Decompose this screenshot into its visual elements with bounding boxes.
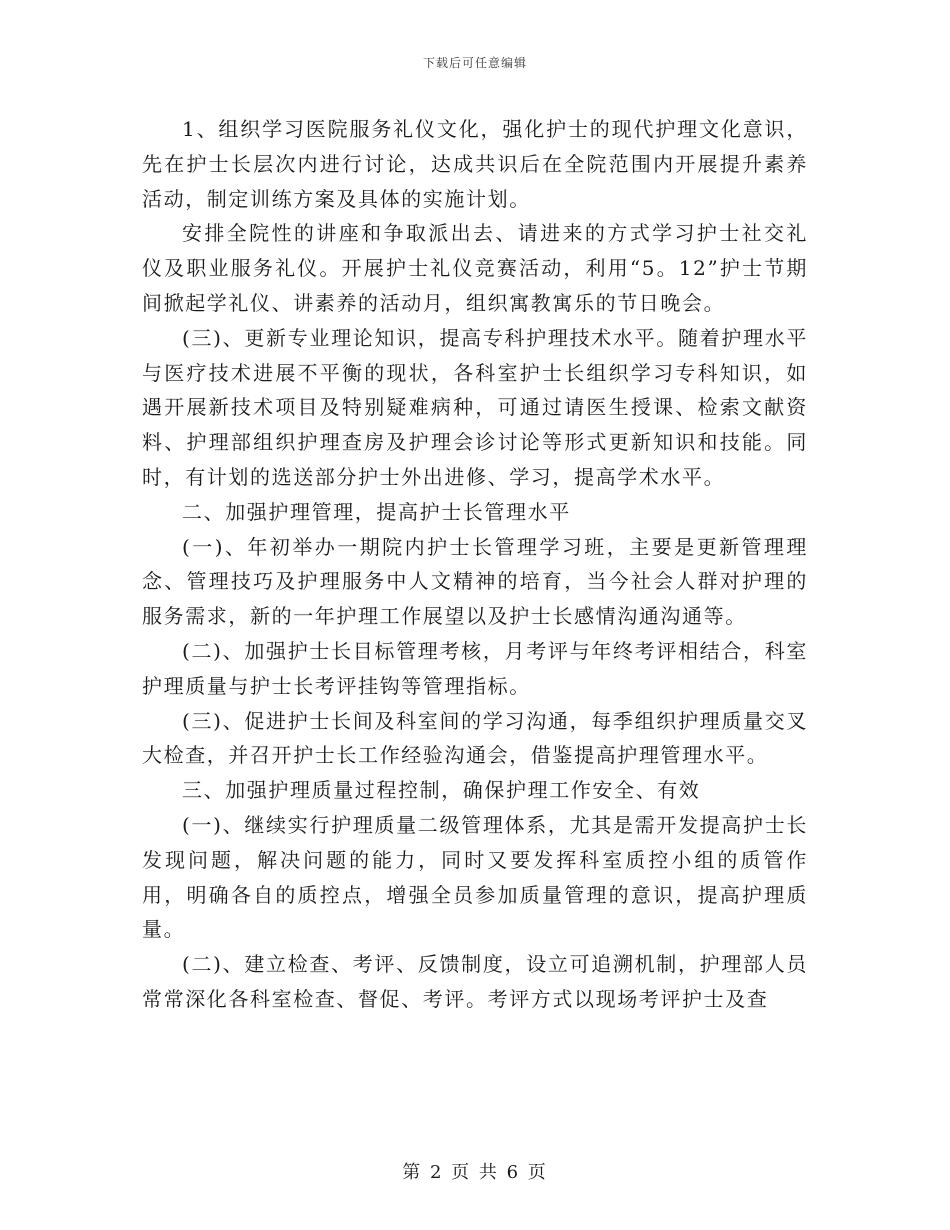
page-number-footer: 第 2 页 共 6 页: [402, 1162, 548, 1183]
paragraph: (三)、更新专业理论知识，提高专科护理技术水平。随着护理水平与医疗技术进展不平衡的现状，各科室护士长组织学习专科知识，如遇开展新技术项目及特别疑难病种，可通过请医生授课、检索文献资料、护理部组织护理查房及护理会诊讨论等形式更新知识和技能。同时，有计划的选送部分护士外出进修、学习，提高学术水平。: [142, 325, 808, 489]
section-heading: 二、加强护理管理，提高护士长管理水平: [182, 499, 571, 524]
paragraph: (一)、继续实行护理质量二级管理体系，尤其是需开发提高护士长发现问题，解决问题的能力，同时又要发挥科室质控小组的质管作用，明确各自的质控点，增强全员参加质量管理的意识，提高护理质量。: [142, 812, 808, 942]
paragraph: (三)、促进护士长间及科室间的学习沟通，每季组织护理质量交叉大检查，并召开护士长工作经验沟通会，借鉴提高护理管理水平。: [142, 708, 808, 768]
paragraph: (二)、建立检查、考评、反馈制度，设立可追溯机制，护理部人员常常深化各科室检查、督促、考评。考评方式以现场考评护士及查: [142, 952, 808, 1011]
paragraph: (二)、加强护士长目标管理考核，月考评与年终考评相结合，科室护理质量与护士长考评挂钩等管理指标。: [142, 638, 808, 698]
page-header: 下载后可任意编辑: [422, 56, 527, 70]
paragraph: 1、组织学习医院服务礼仪文化，强化护士的现代护理文化意识，先在护士长层次内进行讨论，达成共识后在全院范围内开展提升素养活动，制定训练方案及具体的实施计划。: [142, 117, 808, 211]
document-body: [142, 112, 808, 1017]
section-heading: 三、加强护理质量过程控制，确保护理工作安全、有效: [182, 778, 701, 803]
paragraph: 安排全院性的讲座和争取派出去、请进来的方式学习护士社交礼仪及职业服务礼仪。开展护士礼仪竞赛活动，利用“5。12”护士节期间掀起学礼仪、讲素养的活动月，组织寓教寓乐的节日晚会。: [142, 221, 808, 315]
paragraph: (一)、年初举办一期院内护士长管理学习班，主要是更新管理理念、管理技巧及护理服务中人文精神的培育，当今社会人群对护理的服务需求，新的一年护理工作展望以及护士长感情沟通沟通等。: [142, 534, 808, 629]
